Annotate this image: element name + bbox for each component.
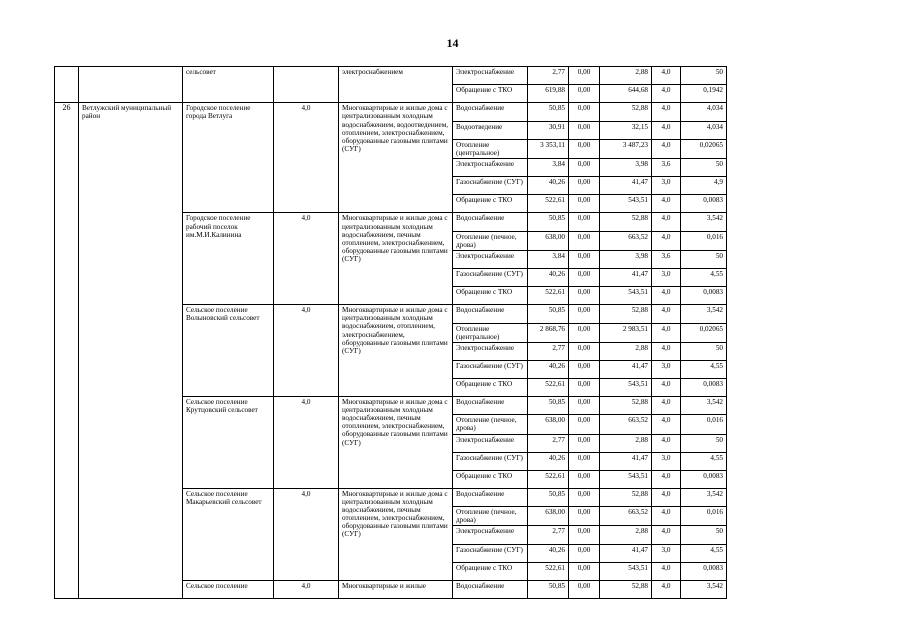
value-cell: 0,016 bbox=[681, 231, 727, 250]
service-cell: Водоснабжение bbox=[453, 397, 528, 415]
value-cell: 0,00 bbox=[569, 231, 600, 250]
value-cell: 3,84 bbox=[528, 158, 569, 176]
value-cell: 4,0 bbox=[652, 213, 681, 231]
value-cell: 4,55 bbox=[681, 544, 727, 562]
value-cell: 3 353,11 bbox=[528, 139, 569, 158]
value-cell: 0,00 bbox=[569, 268, 600, 286]
value-cell: 0,02065 bbox=[681, 139, 727, 158]
value-cell: 4,0 bbox=[652, 526, 681, 544]
value-cell: 4,0 bbox=[652, 379, 681, 397]
value-cell: 52,88 bbox=[600, 213, 652, 231]
value-cell: 4,55 bbox=[681, 360, 727, 378]
settlement-cell: Городское поселение рабочий поселок им.М.И.Калинина bbox=[183, 213, 274, 305]
rate-cell: 4,0 bbox=[274, 213, 339, 305]
rate-cell: 4,0 bbox=[274, 103, 339, 213]
value-cell: 4,0 bbox=[652, 562, 681, 580]
value-cell: 4,0 bbox=[652, 231, 681, 250]
value-cell: 638,00 bbox=[528, 415, 569, 434]
value-cell: 0,0083 bbox=[681, 470, 727, 488]
value-cell: 0,1942 bbox=[681, 85, 727, 103]
service-cell: Обращение с ТКО bbox=[453, 195, 528, 213]
value-cell: 0,0083 bbox=[681, 379, 727, 397]
value-cell: 0,016 bbox=[681, 415, 727, 434]
value-cell: 0,00 bbox=[569, 177, 600, 195]
value-cell: 3,98 bbox=[600, 158, 652, 176]
value-cell: 543,51 bbox=[600, 287, 652, 305]
value-cell: 522,61 bbox=[528, 562, 569, 580]
value-cell: 2,77 bbox=[528, 342, 569, 360]
value-cell: 0,00 bbox=[569, 67, 600, 85]
rate-cell bbox=[274, 67, 339, 103]
tariff-table bbox=[54, 66, 776, 599]
value-cell: 3,6 bbox=[652, 158, 681, 176]
value-cell: 50 bbox=[681, 526, 727, 544]
service-cell: Электроснабжение bbox=[453, 526, 528, 544]
service-cell: Газоснабжение (СУГ) bbox=[453, 544, 528, 562]
value-cell: 3,542 bbox=[681, 213, 727, 231]
value-cell: 0,00 bbox=[569, 397, 600, 415]
value-cell: 0,00 bbox=[569, 195, 600, 213]
value-cell: 2 983,51 bbox=[600, 323, 652, 342]
rate-cell: 4,0 bbox=[274, 489, 339, 581]
value-cell: 50 bbox=[681, 434, 727, 452]
value-cell: 4,0 bbox=[652, 507, 681, 526]
housing-cell: Многоквартирные и жилые дома с централизованным холодным водоснабжением, отоплением, электроснабжением, оборудованные газовыми плитами (СУГ) bbox=[339, 305, 453, 397]
value-cell: 0,00 bbox=[569, 415, 600, 434]
value-cell: 0,00 bbox=[569, 103, 600, 121]
service-cell: Обращение с ТКО bbox=[453, 287, 528, 305]
value-cell: 2,88 bbox=[600, 342, 652, 360]
value-cell: 4,55 bbox=[681, 452, 727, 470]
value-cell: 663,52 bbox=[600, 415, 652, 434]
housing-cell: Многоквартирные и жилые дома с централизованным холодным водоснабжением, водоотведением, отоплением, электроснабжением, оборудованные газовыми плитами (СУГ) bbox=[339, 103, 453, 213]
value-cell: 50 bbox=[681, 342, 727, 360]
value-cell: 3,542 bbox=[681, 397, 727, 415]
service-cell: Водоотведение bbox=[453, 121, 528, 139]
value-cell: 0,00 bbox=[569, 158, 600, 176]
value-cell: 4,0 bbox=[652, 415, 681, 434]
value-cell: 0,00 bbox=[569, 379, 600, 397]
value-cell: 50,85 bbox=[528, 580, 569, 598]
service-cell: Газоснабжение (СУГ) bbox=[453, 268, 528, 286]
value-cell: 522,61 bbox=[528, 379, 569, 397]
value-cell: 4,034 bbox=[681, 121, 727, 139]
value-cell: 0,00 bbox=[569, 323, 600, 342]
value-cell: 3,0 bbox=[652, 177, 681, 195]
value-cell: 543,51 bbox=[600, 470, 652, 488]
value-cell: 4,0 bbox=[652, 323, 681, 342]
value-cell: 0,00 bbox=[569, 526, 600, 544]
value-cell: 50 bbox=[681, 158, 727, 176]
table-row bbox=[55, 103, 776, 121]
service-cell: Водоснабжение bbox=[453, 489, 528, 507]
service-cell: Водоснабжение bbox=[453, 213, 528, 231]
value-cell: 3,0 bbox=[652, 360, 681, 378]
rate-cell: 4,0 bbox=[274, 580, 339, 598]
value-cell: 40,26 bbox=[528, 544, 569, 562]
value-cell: 0,00 bbox=[569, 121, 600, 139]
value-cell: 41,47 bbox=[600, 360, 652, 378]
value-cell: 41,47 bbox=[600, 177, 652, 195]
value-cell: 40,26 bbox=[528, 268, 569, 286]
value-cell: 638,00 bbox=[528, 231, 569, 250]
value-cell: 4,0 bbox=[652, 342, 681, 360]
value-cell: 4,034 bbox=[681, 103, 727, 121]
value-cell: 2,88 bbox=[600, 434, 652, 452]
settlement-cell: Сельское поселение Волыновский сельсовет bbox=[183, 305, 274, 397]
housing-cell: электроснабжением bbox=[339, 67, 453, 103]
value-cell: 41,47 bbox=[600, 544, 652, 562]
value-cell: 50,85 bbox=[528, 213, 569, 231]
value-cell: 52,88 bbox=[600, 305, 652, 323]
value-cell: 0,00 bbox=[569, 434, 600, 452]
service-cell: Обращение с ТКО bbox=[453, 85, 528, 103]
value-cell: 619,88 bbox=[528, 85, 569, 103]
value-cell: 4,0 bbox=[652, 434, 681, 452]
value-cell: 543,51 bbox=[600, 379, 652, 397]
value-cell: 4,0 bbox=[652, 305, 681, 323]
service-cell: Газоснабжение (СУГ) bbox=[453, 177, 528, 195]
value-cell: 0,00 bbox=[569, 507, 600, 526]
value-cell: 2,77 bbox=[528, 67, 569, 85]
value-cell: 3,542 bbox=[681, 580, 727, 598]
value-cell: 3,0 bbox=[652, 452, 681, 470]
value-cell: 40,26 bbox=[528, 452, 569, 470]
value-cell: 663,52 bbox=[600, 507, 652, 526]
table-body bbox=[55, 67, 776, 599]
value-cell: 50 bbox=[681, 250, 727, 268]
value-cell: 50,85 bbox=[528, 305, 569, 323]
value-cell: 4,0 bbox=[652, 103, 681, 121]
value-cell: 4,0 bbox=[652, 489, 681, 507]
value-cell: 638,00 bbox=[528, 507, 569, 526]
value-cell: 0,00 bbox=[569, 489, 600, 507]
service-cell: Обращение с ТКО bbox=[453, 379, 528, 397]
value-cell: 0,00 bbox=[569, 287, 600, 305]
number-cell bbox=[55, 67, 79, 103]
value-cell: 4,0 bbox=[652, 397, 681, 415]
value-cell: 644,68 bbox=[600, 85, 652, 103]
value-cell: 4,0 bbox=[652, 287, 681, 305]
value-cell: 2,88 bbox=[600, 67, 652, 85]
housing-cell: Многоквартирные и жилые дома с централизованным холодным водоснабжением, печным отоплением, электроснабжением, оборудованные газовыми плитами (СУГ) bbox=[339, 489, 453, 581]
value-cell: 40,26 bbox=[528, 360, 569, 378]
value-cell: 4,0 bbox=[652, 67, 681, 85]
value-cell: 543,51 bbox=[600, 562, 652, 580]
value-cell: 4,9 bbox=[681, 177, 727, 195]
service-cell: Электроснабжение bbox=[453, 342, 528, 360]
value-cell: 522,61 bbox=[528, 287, 569, 305]
region-number-cell: 26 bbox=[55, 103, 79, 599]
value-cell: 50,85 bbox=[528, 397, 569, 415]
value-cell: 52,88 bbox=[600, 397, 652, 415]
housing-cell: Многоквартирные и жилые дома с централизованным холодным водоснабжением, печным отоплением, электроснабжением, оборудованные газовыми плитами (СУГ) bbox=[339, 397, 453, 489]
value-cell: 3,98 bbox=[600, 250, 652, 268]
value-cell: 4,0 bbox=[652, 195, 681, 213]
service-cell: Отопление (печное, дрова) bbox=[453, 231, 528, 250]
value-cell: 4,0 bbox=[652, 470, 681, 488]
value-cell: 0,00 bbox=[569, 213, 600, 231]
value-cell: 4,0 bbox=[652, 121, 681, 139]
value-cell: 0,00 bbox=[569, 360, 600, 378]
value-cell: 41,47 bbox=[600, 268, 652, 286]
value-cell: 52,88 bbox=[600, 489, 652, 507]
value-cell: 0,0083 bbox=[681, 562, 727, 580]
value-cell: 3,542 bbox=[681, 489, 727, 507]
settlement-cell: Сельское поселение bbox=[183, 580, 274, 598]
service-cell: Водоснабжение bbox=[453, 580, 528, 598]
rate-cell: 4,0 bbox=[274, 305, 339, 397]
district-cell bbox=[79, 67, 183, 103]
value-cell: 0,00 bbox=[569, 85, 600, 103]
value-cell: 0,00 bbox=[569, 342, 600, 360]
value-cell: 52,88 bbox=[600, 580, 652, 598]
value-cell: 0,00 bbox=[569, 544, 600, 562]
service-cell: Газоснабжение (СУГ) bbox=[453, 360, 528, 378]
value-cell: 3 487,23 bbox=[600, 139, 652, 158]
value-cell: 0,016 bbox=[681, 507, 727, 526]
page-number: 14 bbox=[446, 36, 459, 50]
value-cell: 52,88 bbox=[600, 103, 652, 121]
value-cell: 3,84 bbox=[528, 250, 569, 268]
table-row bbox=[55, 67, 776, 85]
settlement-cell: Городское поселение города Ветлуга bbox=[183, 103, 274, 213]
value-cell: 2 868,76 bbox=[528, 323, 569, 342]
value-cell: 0,0083 bbox=[681, 195, 727, 213]
service-cell: Обращение с ТКО bbox=[453, 470, 528, 488]
rate-cell: 4,0 bbox=[274, 397, 339, 489]
value-cell: 4,0 bbox=[652, 580, 681, 598]
value-cell: 0,00 bbox=[569, 305, 600, 323]
value-cell: 4,0 bbox=[652, 139, 681, 158]
value-cell: 0,00 bbox=[569, 562, 600, 580]
value-cell: 0,00 bbox=[569, 452, 600, 470]
service-cell: Водоснабжение bbox=[453, 305, 528, 323]
value-cell: 41,47 bbox=[600, 452, 652, 470]
service-cell: Отопление (центральное) bbox=[453, 323, 528, 342]
value-cell: 3,6 bbox=[652, 250, 681, 268]
value-cell: 663,52 bbox=[600, 231, 652, 250]
value-cell: 4,0 bbox=[652, 85, 681, 103]
value-cell: 50,85 bbox=[528, 103, 569, 121]
housing-cell: Многоквартирные и жилые дома с централизованным холодным водоснабжением, печным отоплением, электроснабжением, оборудованные газовыми плитами (СУГ) bbox=[339, 213, 453, 305]
value-cell: 0,00 bbox=[569, 580, 600, 598]
value-cell: 0,0083 bbox=[681, 287, 727, 305]
value-cell: 0,00 bbox=[569, 470, 600, 488]
value-cell: 4,55 bbox=[681, 268, 727, 286]
settlement-cell: Сельское поселение Макарьевский сельсовет bbox=[183, 489, 274, 581]
value-cell: 3,0 bbox=[652, 268, 681, 286]
value-cell: 543,51 bbox=[600, 195, 652, 213]
value-cell: 50,85 bbox=[528, 489, 569, 507]
value-cell: 0,02065 bbox=[681, 323, 727, 342]
service-cell: Отопление (печное, дрова) bbox=[453, 415, 528, 434]
value-cell: 50 bbox=[681, 67, 727, 85]
value-cell: 3,542 bbox=[681, 305, 727, 323]
settlement-cell: Сельское поселение Крутцовский сельсовет bbox=[183, 397, 274, 489]
service-cell: Отопление (центральное) bbox=[453, 139, 528, 158]
service-cell: Электроснабжение bbox=[453, 67, 528, 85]
service-cell: Отопление (печное, дрова) bbox=[453, 507, 528, 526]
service-cell: Электроснабжение bbox=[453, 158, 528, 176]
value-cell: 32,15 bbox=[600, 121, 652, 139]
value-cell: 3,0 bbox=[652, 544, 681, 562]
value-cell: 0,00 bbox=[569, 250, 600, 268]
value-cell: 522,61 bbox=[528, 470, 569, 488]
service-cell: Обращение с ТКО bbox=[453, 562, 528, 580]
value-cell: 2,88 bbox=[600, 526, 652, 544]
service-cell: Водоснабжение bbox=[453, 103, 528, 121]
value-cell: 2,77 bbox=[528, 526, 569, 544]
service-cell: Электроснабжение bbox=[453, 434, 528, 452]
value-cell: 30,91 bbox=[528, 121, 569, 139]
district-cell: Ветлужский муниципальный район bbox=[79, 103, 183, 599]
settlement-cell: сельсовет bbox=[183, 67, 274, 103]
housing-cell: Многоквартирные и жилые bbox=[339, 580, 453, 598]
value-cell: 0,00 bbox=[569, 139, 600, 158]
value-cell: 2,77 bbox=[528, 434, 569, 452]
value-cell: 522,61 bbox=[528, 195, 569, 213]
service-cell: Газоснабжение (СУГ) bbox=[453, 452, 528, 470]
value-cell: 40,26 bbox=[528, 177, 569, 195]
service-cell: Электроснабжение bbox=[453, 250, 528, 268]
